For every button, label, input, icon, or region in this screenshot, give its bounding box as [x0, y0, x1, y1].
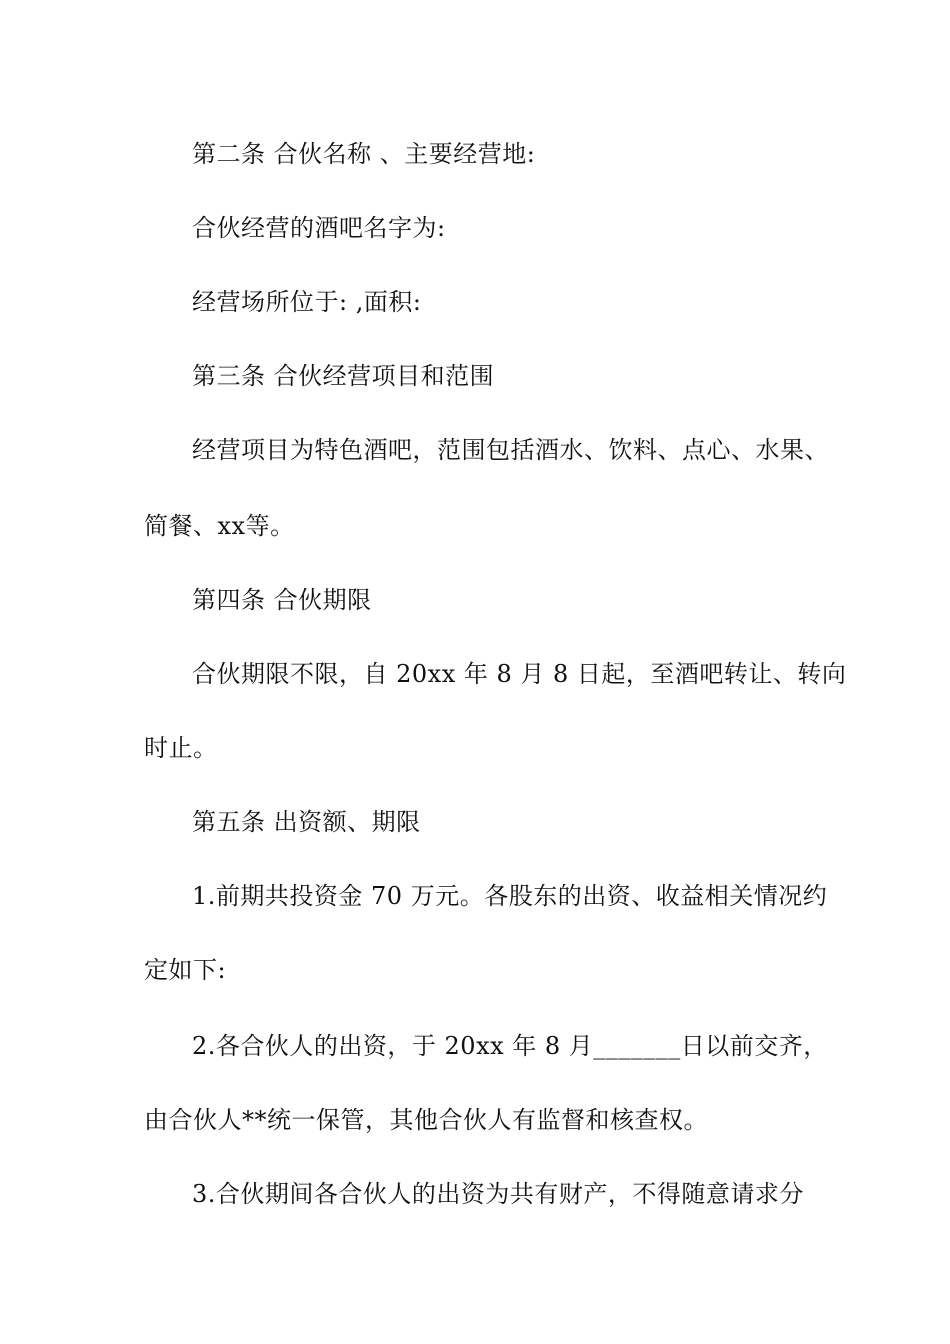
location-area-line: 经营场所位于: ,面积:	[192, 288, 422, 316]
capital-item-1-line-2: 定如下:	[144, 956, 227, 984]
article-2-heading: 第二条 合伙名称 、主要经营地:	[192, 140, 536, 168]
capital-item-2-line-2: 由合伙人**统一保管，其他合伙人有监督和核查权。	[144, 1106, 708, 1134]
business-scope-line-1: 经营项目为特色酒吧，范围包括酒水、饮料、点心、水果、	[192, 436, 829, 464]
capital-item-3-line-1: 3.合伙期间各合伙人的出资为共有财产，不得随意请求分	[192, 1180, 804, 1208]
term-line-1: 合伙期限不限，自 20xx 年 8 月 8 日起，至酒吧转让、转向	[192, 660, 847, 688]
capital-item-2-line-1: 2.各合伙人的出资，于 20xx 年 8 月_______日以前交齐，	[192, 1032, 828, 1060]
article-5-heading: 第五条 出资额、期限	[192, 808, 421, 836]
business-scope-line-2: 简餐、xx等。	[144, 512, 295, 540]
term-line-2: 时止。	[144, 734, 218, 762]
article-3-heading: 第三条 合伙经营项目和范围	[192, 362, 495, 390]
article-4-heading: 第四条 合伙期限	[192, 586, 372, 614]
capital-item-1-line-1: 1.前期共投资金 70 万元。各股东的出资、收益相关情况约	[192, 882, 828, 910]
bar-name-line: 合伙经营的酒吧名字为:	[192, 214, 446, 242]
